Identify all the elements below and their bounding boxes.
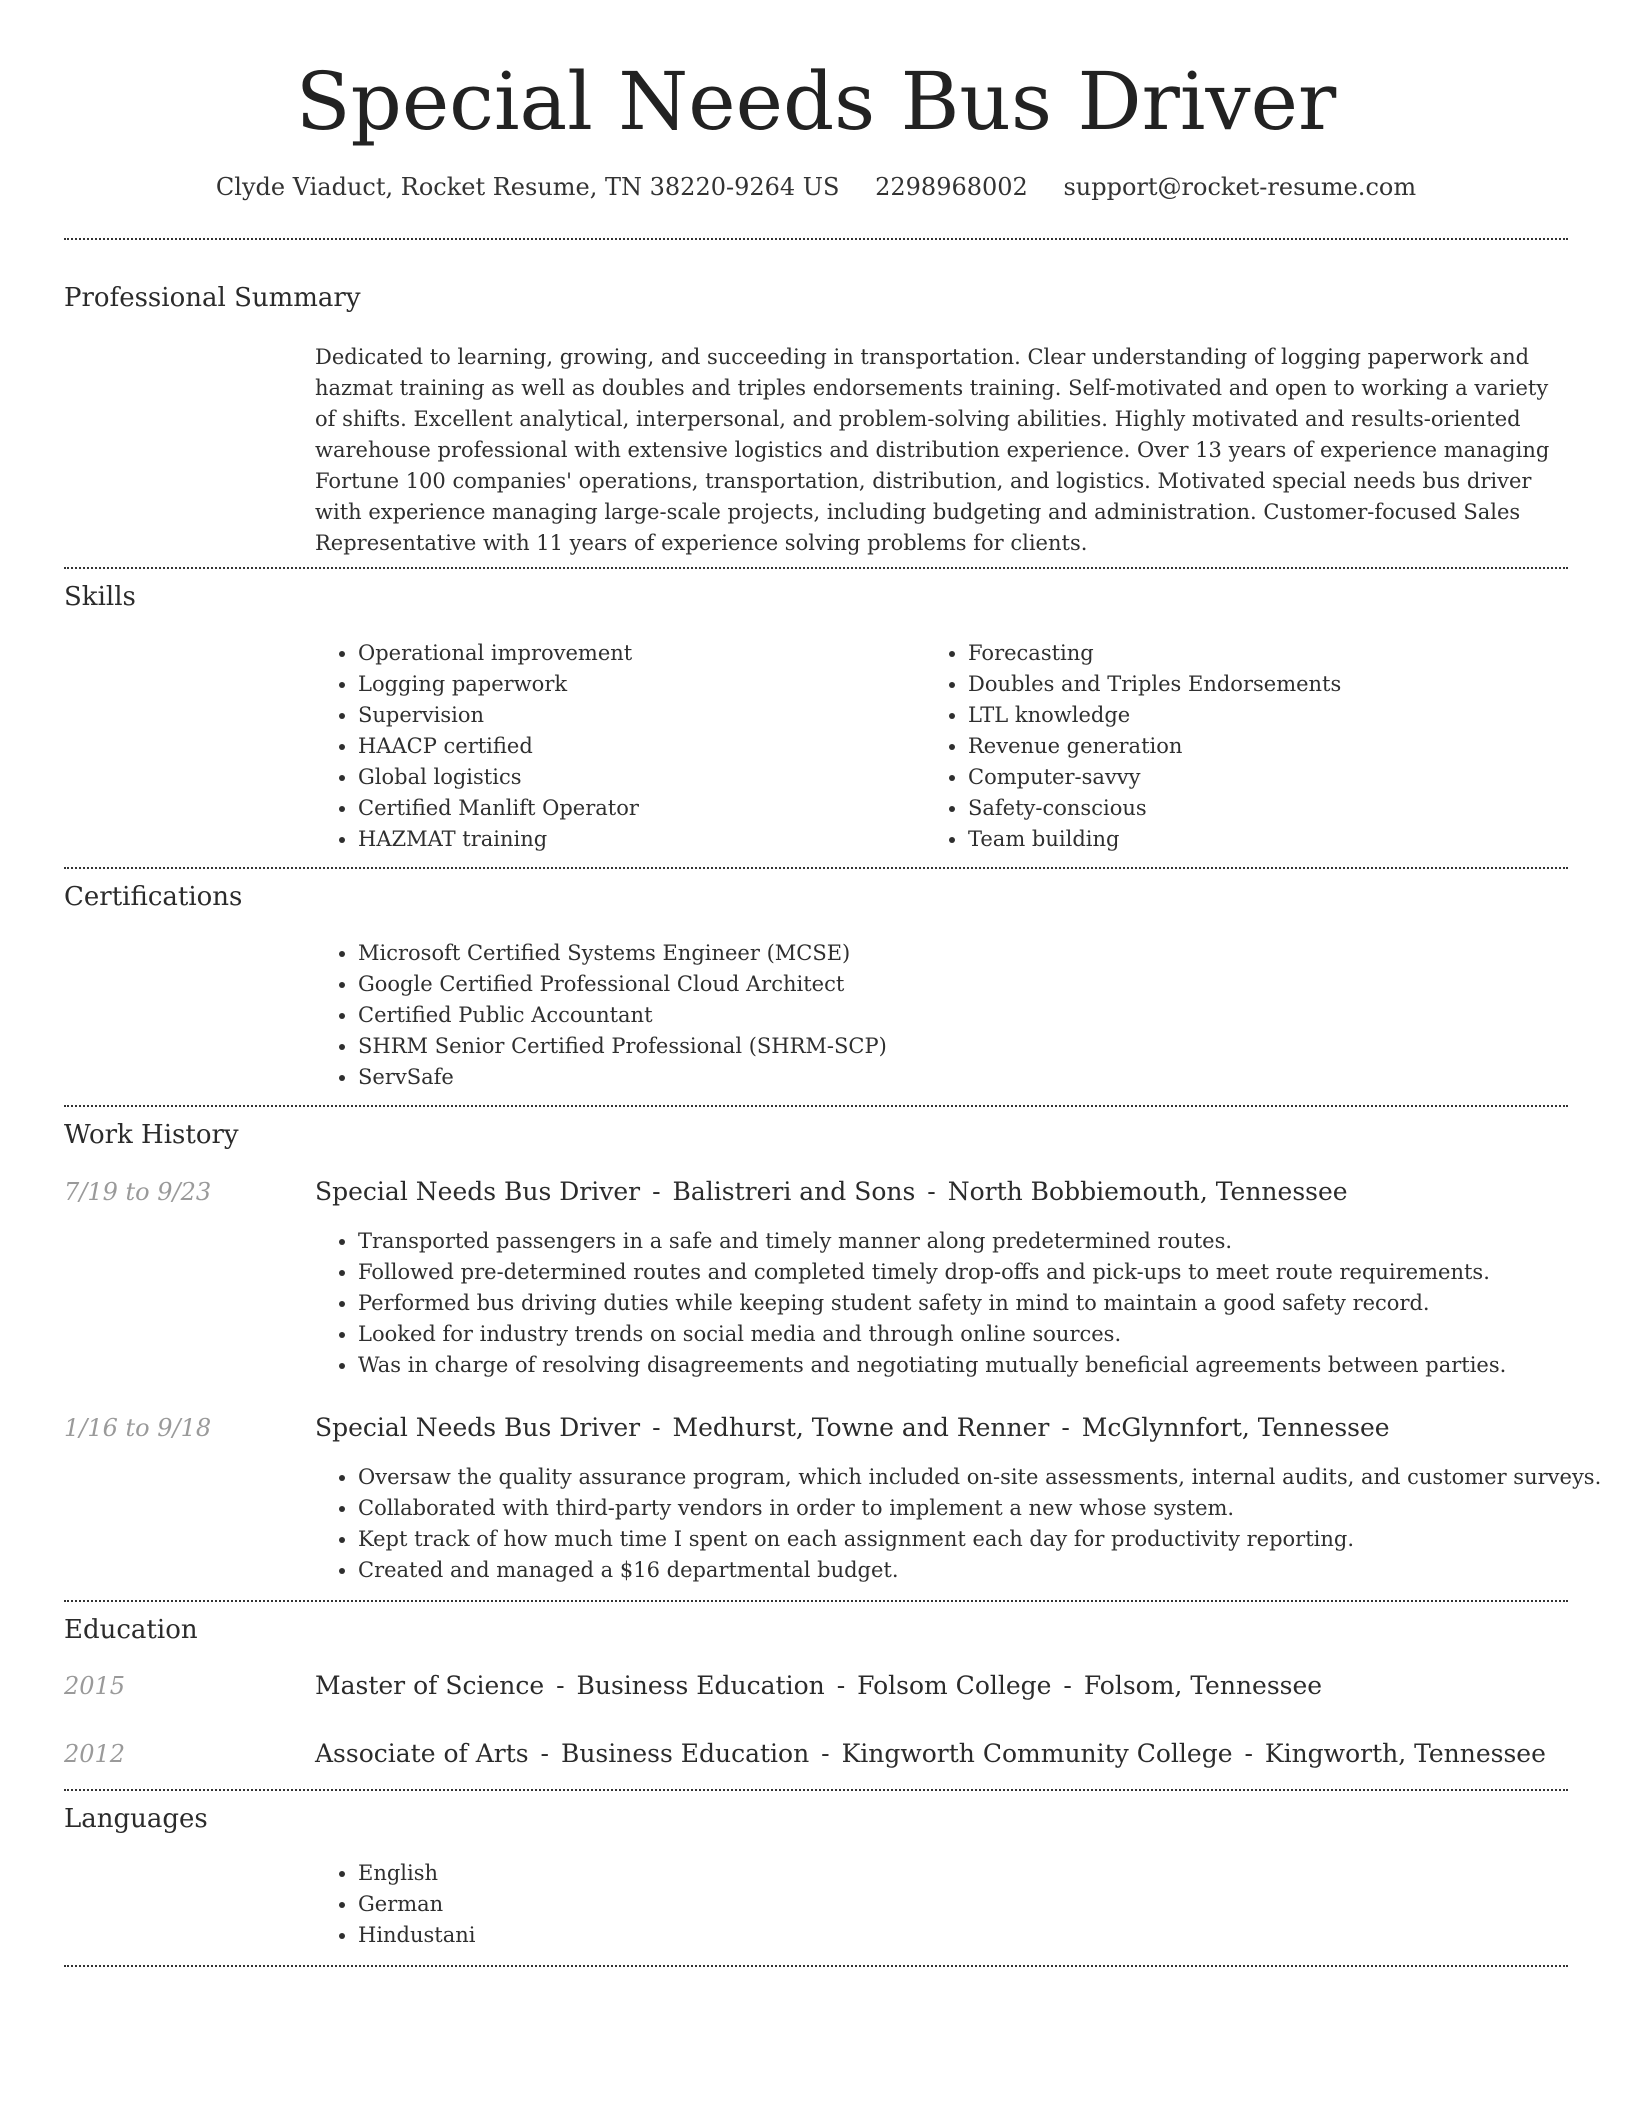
job-bullets xyxy=(314,1462,1601,1586)
job-bullet: • Was in charge of resolving disagreements and negotiating mutually beneficial agreements between parties. xyxy=(358,1350,1506,1381)
skill-item: • HAZMAT training xyxy=(358,824,639,855)
education-year: 2012 xyxy=(64,1740,126,1768)
education-location: Folsom, Tennessee xyxy=(1083,1671,1323,1700)
job-bullet: • Collaborated with third-party vendors in order to implement a new whose system. xyxy=(358,1493,1601,1524)
education-school: Folsom College xyxy=(857,1671,1052,1700)
job-bullet: • Oversaw the quality assurance program, which included on-site assessments, internal audits, and customer surveys. xyxy=(358,1462,1601,1493)
language-item: • German xyxy=(358,1889,476,1920)
separator: - xyxy=(821,1739,830,1768)
skill-item: • LTL knowledge xyxy=(968,700,1341,731)
summary-text: Dedicated to learning, growing, and succeeding in transportation. Clear understanding of logging paperwork and hazmat training as well as doubles and triples endorsements training. Self-motivated and open to working a variety of shifts. Excellent analytical, interpersonal, and problem-solving abilities. Highly motivated and results-oriented warehouse professional with extensive logistics and distribution experience. Over 13 years of experience managing Fortune 100 companies' operations, transportation, distribution, and logistics. Motivated special needs bus driver with experience managing large-scale projects, including budgeting and administration. Customer-focused Sales Representative with 11 years of experience solving problems for clients. xyxy=(315,345,1550,555)
job-heading xyxy=(315,1411,1390,1445)
certification-item: • SHRM Senior Certified Professional (SHRM-SCP) xyxy=(358,1031,887,1062)
job-company: Medhurst, Towne and Renner xyxy=(672,1413,1050,1442)
education-heading xyxy=(315,1669,1322,1703)
separator: - xyxy=(836,1671,846,1700)
job-bullet: • Transported passengers in a safe and timely manner along predetermined routes. xyxy=(358,1226,1506,1257)
separator: - xyxy=(540,1739,549,1768)
certification-item: • Certified Public Accountant xyxy=(358,1000,887,1031)
certification-item: • Google Certified Professional Cloud Architect xyxy=(358,969,887,1000)
divider xyxy=(64,867,1568,869)
skill-item: • Computer-savvy xyxy=(968,762,1341,793)
separator: - xyxy=(1244,1739,1253,1768)
education-heading xyxy=(315,1737,1546,1771)
separator: - xyxy=(652,1413,661,1442)
divider xyxy=(64,238,1568,240)
skills-list-right xyxy=(924,638,1341,855)
skill-item: • Supervision xyxy=(358,700,639,731)
education-degree: Master of Science xyxy=(315,1671,545,1700)
languages-list xyxy=(314,1858,476,1951)
certifications-list xyxy=(314,938,887,1093)
job-dates: 1/16 to 9/18 xyxy=(64,1414,212,1442)
skill-item: • Certified Manlift Operator xyxy=(358,793,639,824)
contact-phone: 2298968002 xyxy=(875,173,1028,201)
section-title-languages: Languages xyxy=(64,1804,208,1834)
job-dates: 7/19 to 9/23 xyxy=(64,1178,212,1206)
divider xyxy=(64,1105,1568,1107)
job-bullet: • Created and managed a $16 departmental budget. xyxy=(358,1555,1601,1586)
certification-item: • ServSafe xyxy=(358,1062,887,1093)
job-heading xyxy=(315,1175,1348,1209)
separator: - xyxy=(556,1671,565,1700)
education-field: Business Education xyxy=(576,1671,825,1700)
language-item: • Hindustani xyxy=(358,1920,476,1951)
education-school: Kingworth Community College xyxy=(841,1739,1233,1768)
skill-item: • Doubles and Triples Endorsements xyxy=(968,669,1341,700)
job-company: Balistreri and Sons xyxy=(672,1177,916,1206)
education-location: Kingworth, Tennessee xyxy=(1264,1739,1546,1768)
separator: - xyxy=(652,1177,661,1206)
divider xyxy=(64,1965,1568,1967)
section-title-summary: Professional Summary xyxy=(64,283,361,313)
section-title-certifications: Certifications xyxy=(64,882,243,912)
skill-item: • Logging paperwork xyxy=(358,669,639,700)
skill-item: • HAACP certified xyxy=(358,731,639,762)
skill-item: • Safety-conscious xyxy=(968,793,1341,824)
skill-item: • Forecasting xyxy=(968,638,1341,669)
section-title-skills: Skills xyxy=(64,582,136,612)
divider xyxy=(64,567,1568,569)
job-bullet: • Looked for industry trends on social media and through online sources. xyxy=(358,1319,1506,1350)
contact-address: Clyde Viaduct, Rocket Resume, TN 38220-9264 US xyxy=(215,173,840,201)
skill-item: • Global logistics xyxy=(358,762,639,793)
job-role: Special Needs Bus Driver xyxy=(315,1177,641,1206)
job-bullet: • Performed bus driving duties while keeping student safety in mind to maintain a good safety record. xyxy=(358,1288,1506,1319)
language-item: • English xyxy=(358,1858,476,1889)
skills-list-left xyxy=(314,638,639,855)
separator: - xyxy=(927,1177,936,1206)
section-title-work-history: Work History xyxy=(64,1120,239,1150)
job-bullet: • Kept track of how much time I spent on each assignment each day for productivity reporting. xyxy=(358,1524,1601,1555)
job-location: North Bobbiemouth, Tennessee xyxy=(947,1177,1348,1206)
certification-item: • Microsoft Certified Systems Engineer (MCSE) xyxy=(358,938,887,969)
separator: - xyxy=(1063,1671,1072,1700)
section-title-education: Education xyxy=(64,1615,198,1645)
skill-item: • Team building xyxy=(968,824,1341,855)
job-bullet: • Followed pre-determined routes and completed timely drop-offs and pick-ups to meet route requirements. xyxy=(358,1257,1506,1288)
divider xyxy=(64,1600,1568,1602)
education-field: Business Education xyxy=(560,1739,810,1768)
education-degree: Associate of Arts xyxy=(315,1739,529,1768)
divider xyxy=(64,1789,1568,1791)
contact-line xyxy=(0,170,1632,204)
skill-item: • Revenue generation xyxy=(968,731,1341,762)
contact-email: support@rocket-resume.com xyxy=(1063,173,1417,201)
separator: - xyxy=(1061,1413,1070,1442)
resume-name: Special Needs Bus Driver xyxy=(295,55,1337,148)
job-location: McGlynnfort, Tennessee xyxy=(1081,1413,1390,1442)
education-year: 2015 xyxy=(64,1672,126,1700)
job-role: Special Needs Bus Driver xyxy=(315,1413,641,1442)
job-bullets xyxy=(314,1226,1506,1381)
skill-item: • Operational improvement xyxy=(358,638,639,669)
